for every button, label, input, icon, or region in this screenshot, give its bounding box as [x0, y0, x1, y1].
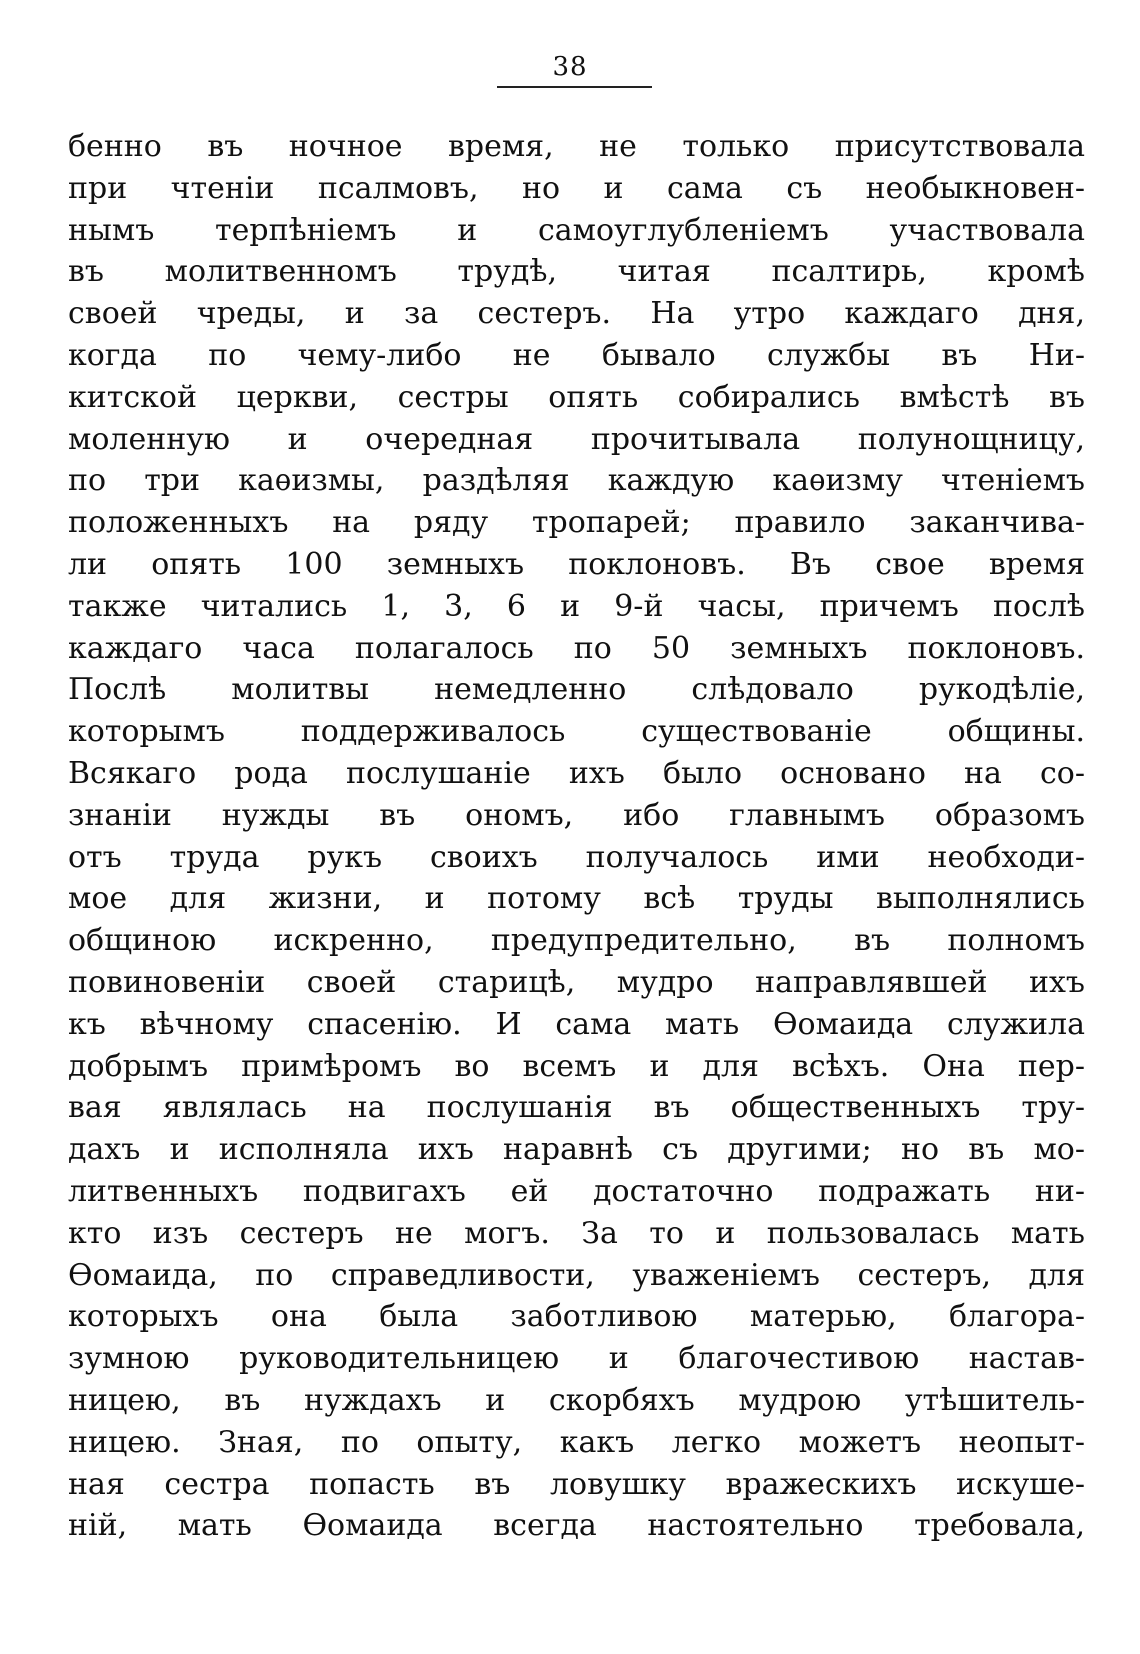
text-line: каждаго часа полагалось по 50 земныхъ поклоновъ. — [68, 630, 1085, 666]
text-line: нiй, мать Ѳомаида всегда настоятельно требовала, — [68, 1508, 1085, 1544]
text-line: мое для жизни, и потому всѣ труды выполнялись — [68, 881, 1085, 917]
text-line: ли опять 100 земныхъ поклоновъ. Въ свое время — [68, 546, 1085, 582]
text-line: знанiи нужды въ ономъ, ибо главнымъ образомъ — [68, 797, 1085, 833]
page-header — [0, 52, 1140, 82]
text-line: литвенныхъ подвигахъ ей достаточно подражать ни- — [68, 1173, 1085, 1209]
text-line: ная сестра попасть въ ловушку вражескихъ искуше- — [68, 1466, 1085, 1502]
text-line: къ вѣчному спасенiю. И сама мать Ѳомаида служила — [68, 1006, 1085, 1042]
body-text — [68, 126, 1085, 1547]
text-line: отъ труда рукъ своихъ получалось ими необходи- — [68, 839, 1085, 875]
text-line: бенно въ ночное время, не только присутствовала — [68, 129, 1085, 164]
text-line: ницею. Зная, по опыту, какъ легко можетъ неопыт- — [68, 1424, 1085, 1460]
text-line: въ молитвенномъ трудѣ, читая псалтирь, кромѣ — [68, 254, 1085, 290]
text-line: кто изъ сестеръ не могъ. За то и пользовалась мать — [68, 1215, 1085, 1251]
page-number: 38 — [552, 52, 588, 82]
text-line: моленную и очередная прочитывала полунощницу, — [68, 421, 1085, 457]
text-line: дахъ и исполняла ихъ наравнѣ съ другими; но въ мо- — [68, 1132, 1085, 1168]
text-line: Послѣ молитвы немедленно слѣдовало рукодѣлiе, — [68, 672, 1085, 708]
text-line: своей чреды, и за сестеръ. На утро каждаго дня, — [68, 296, 1085, 332]
text-line: при чтенiи псалмовъ, но и сама съ необыкновен- — [68, 170, 1085, 206]
header-rule — [497, 86, 652, 88]
text-line: по три каѳизмы, раздѣляя каждую каѳизму чтенiемъ — [68, 463, 1085, 499]
text-line: зумною руководительницею и благочестивою настав- — [68, 1341, 1085, 1377]
text-line: ницею, въ нуждахъ и скорбяхъ мудрою утѣшитель- — [68, 1382, 1085, 1418]
text-line: также читались 1, 3, 6 и 9-й часы, причемъ послѣ — [68, 588, 1085, 624]
text-line: общиною искренно, предупредительно, въ полномъ — [68, 923, 1085, 959]
text-line: когда по чему-либо не бывало службы въ Ни- — [68, 337, 1085, 373]
text-line: добрымъ примѣромъ во всемъ и для всѣхъ. Она пер- — [68, 1048, 1085, 1084]
text-line: нымъ терпѣнiемъ и самоуглубленiемъ участвовала — [68, 212, 1085, 248]
text-line: положенныхъ на ряду тропарей; правило заканчива- — [68, 505, 1085, 541]
text-line: Ѳомаида, по справедливости, уваженiемъ сестеръ, для — [68, 1257, 1085, 1293]
text-line: повиновенiи своей старицѣ, мудро направлявшей ихъ — [68, 964, 1085, 1000]
text-line: вая являлась на послушанiя въ общественныхъ тру- — [68, 1090, 1085, 1126]
text-line: китской церкви, сестры опять собирались вмѣстѣ въ — [68, 379, 1085, 415]
text-line: которымъ поддерживалось существованiе общины. — [68, 714, 1085, 750]
text-line: Всякаго рода послушанiе ихъ было основано на со- — [68, 755, 1085, 791]
text-line: которыхъ она была заботливою матерью, благора- — [68, 1299, 1085, 1335]
